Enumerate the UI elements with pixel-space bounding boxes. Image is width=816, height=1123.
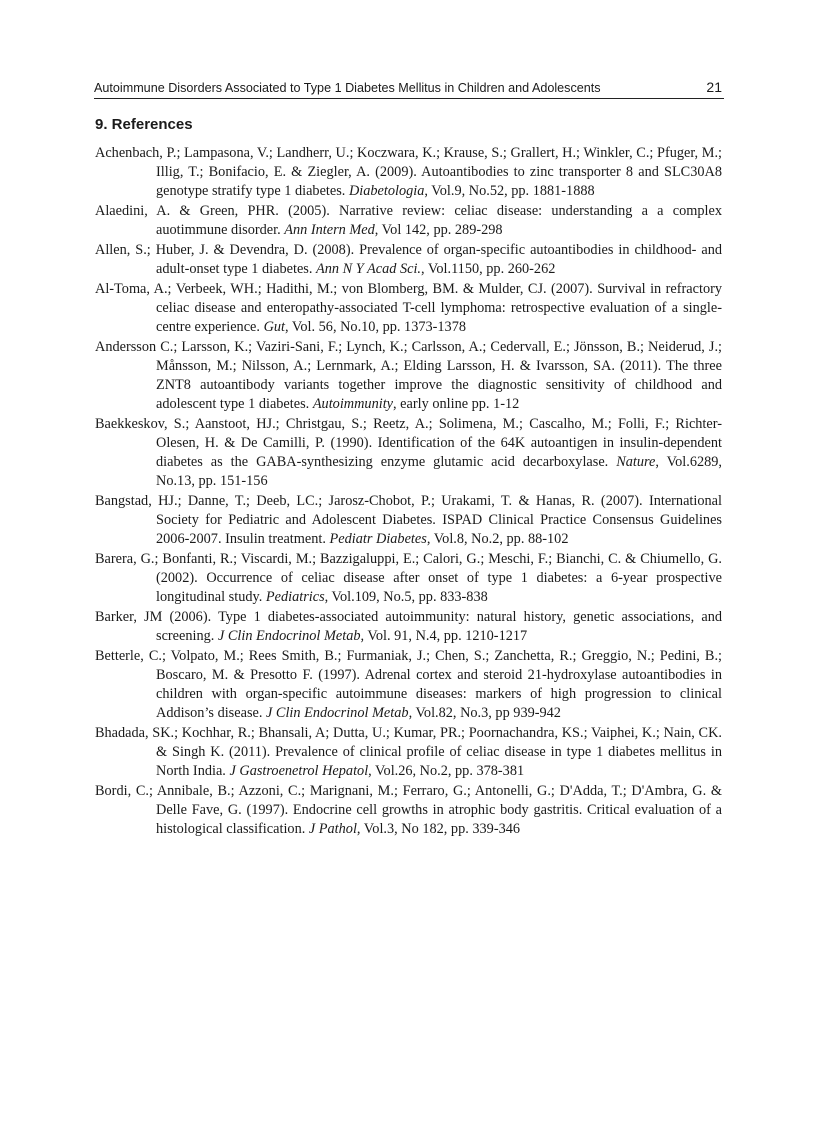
reference-list bbox=[95, 144, 722, 840]
reference-text: Barera, G.; Bonfanti, R.; Viscardi, M.; Bazzigaluppi, E.; Calori, G.; Meschi, F.; Bianchi, C. & Chiumello, G. (2002). Occurrence of celiac disease after onset of type 1 diabetes: a 6-year prospective longitudinal study. bbox=[95, 551, 722, 605]
reference-text: Barker, JM (2006). Type 1 diabetes-associated autoimmunity: natural history, genetic associations, and screening. bbox=[95, 609, 722, 644]
reference-citation-details: , Vol.9, No.52, pp. 1881-1888 bbox=[424, 183, 595, 199]
journal-name: Ann N Y Acad Sci. bbox=[316, 261, 421, 277]
reference-entry bbox=[95, 338, 722, 414]
reference-entry bbox=[95, 202, 722, 240]
reference-entry bbox=[95, 492, 722, 549]
journal-name: J Clin Endocrinol Metab bbox=[266, 705, 409, 721]
reference-citation-details: , Vol 142, pp. 289-298 bbox=[374, 222, 503, 238]
reference-entry bbox=[95, 280, 722, 337]
journal-name: Pediatr Diabetes bbox=[329, 531, 427, 547]
reference-text: Bordi, C.; Annibale, B.; Azzoni, C.; Marignani, M.; Ferraro, G.; Antonelli, G.; D'Adda, T.; D'Ambra, G. & Delle Fave, G. (1997). Endocrine cell growths in atrophic body gastritis. Critical evaluation of a histological classification. bbox=[95, 783, 722, 837]
reference-text: Bhadada, SK.; Kochhar, R.; Bhansali, A; Dutta, U.; Kumar, PR.; Poornachandra, KS.; Vaiphei, K.; Nain, CK. & Singh K. (2011). Prevalence of clinical profile of celiac disease in type 1 diabetes mellitus in North India. bbox=[95, 725, 722, 779]
reference-entry bbox=[95, 782, 722, 839]
reference-entry bbox=[95, 647, 722, 723]
reference-entry bbox=[95, 415, 722, 491]
journal-name: Gut bbox=[263, 319, 286, 335]
reference-citation-details: , Vol. 56, No.10, pp. 1373-1378 bbox=[285, 319, 466, 335]
reference-citation-details: , Vol.8, No.2, pp. 88-102 bbox=[426, 531, 569, 547]
reference-entry bbox=[95, 144, 722, 201]
journal-name: Ann Intern Med bbox=[284, 222, 375, 238]
reference-citation-details: , Vol.109, No.5, pp. 833-838 bbox=[324, 589, 488, 605]
reference-text: Achenbach, P.; Lampasona, V.; Landherr, U.; Koczwara, K.; Krause, S.; Grallert, H.; Winkler, C.; Pfuger, M.; Illig, T.; Bonifacio, E. & Ziegler, A. (2009). Autoantibodies to zinc transporter 8 and SLC30A8 genotype stratify type 1 diabetes. bbox=[95, 145, 722, 199]
reference-entry bbox=[95, 608, 722, 646]
reference-text: Andersson C.; Larsson, K.; Vaziri-Sani, F.; Lynch, K.; Carlsson, A.; Cedervall, E.; Jönsson, B.; Neiderud, J.; Månsson, M.; Nilsson, A.; Lernmark, A.; Elding Larsson, H. & Ivarsson, SA. (2011). The three ZNT8 autoantibody variants together improve the diagnostic sensitivity of childhood and adolescent type 1 diabetes. bbox=[95, 339, 722, 412]
reference-text: Alaedini, A. & Green, PHR. (2005). Narrative review: celiac disease: understanding a a complex auotimmune disorder. bbox=[95, 203, 722, 238]
reference-citation-details: , Vol.82, No.3, pp 939-942 bbox=[408, 705, 561, 721]
reference-citation-details: , Vol.1150, pp. 260-262 bbox=[421, 261, 556, 277]
reference-text: Al-Toma, A.; Verbeek, WH.; Hadithi, M.; von Blomberg, BM. & Mulder, CJ. (2007). Survival in refractory celiac disease and enteropathy-associated T-cell lymphoma: retrospective evaluation of a single-centre experience. bbox=[95, 281, 722, 335]
journal-name: Autoimmunity bbox=[312, 396, 394, 412]
section-heading: 9. References bbox=[95, 116, 193, 133]
journal-name: J Clin Endocrinol Metab, bbox=[217, 628, 365, 644]
reference-text: Allen, S.; Huber, J. & Devendra, D. (2008). Prevalence of organ-specific autoantibodies in childhood- and adult-onset type 1 diabetes. bbox=[95, 242, 722, 277]
reference-citation-details: , Vol.3, No 182, pp. 339-346 bbox=[356, 821, 521, 837]
journal-name: Diabetologia bbox=[348, 183, 425, 199]
reference-citation-details: , Vol.6289, No.13, pp. 151-156 bbox=[156, 454, 722, 489]
reference-entry bbox=[95, 724, 722, 781]
reference-text: Baekkeskov, S.; Aanstoot, HJ.; Christgau, S.; Reetz, A.; Solimena, M.; Cascalho, M.; Folli, F.; Richter-Olesen, H. & De Camilli, P. (1990). Identification of the 64K autoantigen in insulin-dependent diabetes as the GABA-synthesizing enzyme glutamic acid decarboxylase. bbox=[95, 416, 722, 470]
reference-text: Betterle, C.; Volpato, M.; Rees Smith, B.; Furmaniak, J.; Chen, S.; Zanchetta, R.; Greggio, N.; Pedini, B.; Boscaro, M. & Presotto F. (1997). Adrenal cortex and steroid 21-hydroxylase autoantibodies in children with organ-specific autoimmune diseases: markers of high progression to clinical Addison’s disease. bbox=[95, 648, 722, 721]
journal-name: J Gastroenetrol Hepatol bbox=[229, 763, 369, 779]
running-header bbox=[94, 76, 724, 99]
journal-name: J Pathol bbox=[308, 821, 357, 837]
page-number: 21 bbox=[706, 79, 722, 95]
reference-text: Bangstad, HJ.; Danne, T.; Deeb, LC.; Jarosz-Chobot, P.; Urakami, T. & Hanas, R. (2007). International Society for Pediatric and Adolescent Diabetes. ISPAD Clinical Practice Consensus Guidelines 2006-2007. Insulin treatment. bbox=[95, 493, 722, 547]
journal-name: Pediatrics bbox=[265, 589, 325, 605]
reference-citation-details: , Vol.26, No.2, pp. 378-381 bbox=[368, 763, 525, 779]
reference-citation-details: Vol. 91, N.4, pp. 1210-1217 bbox=[364, 628, 528, 644]
reference-entry bbox=[95, 550, 722, 607]
running-title: Autoimmune Disorders Associated to Type 1 Diabetes Mellitus in Children and Adolescents bbox=[94, 81, 601, 95]
reference-citation-details: , early online pp. 1-12 bbox=[393, 396, 520, 412]
journal-name: Nature bbox=[616, 454, 656, 470]
reference-entry bbox=[95, 241, 722, 279]
